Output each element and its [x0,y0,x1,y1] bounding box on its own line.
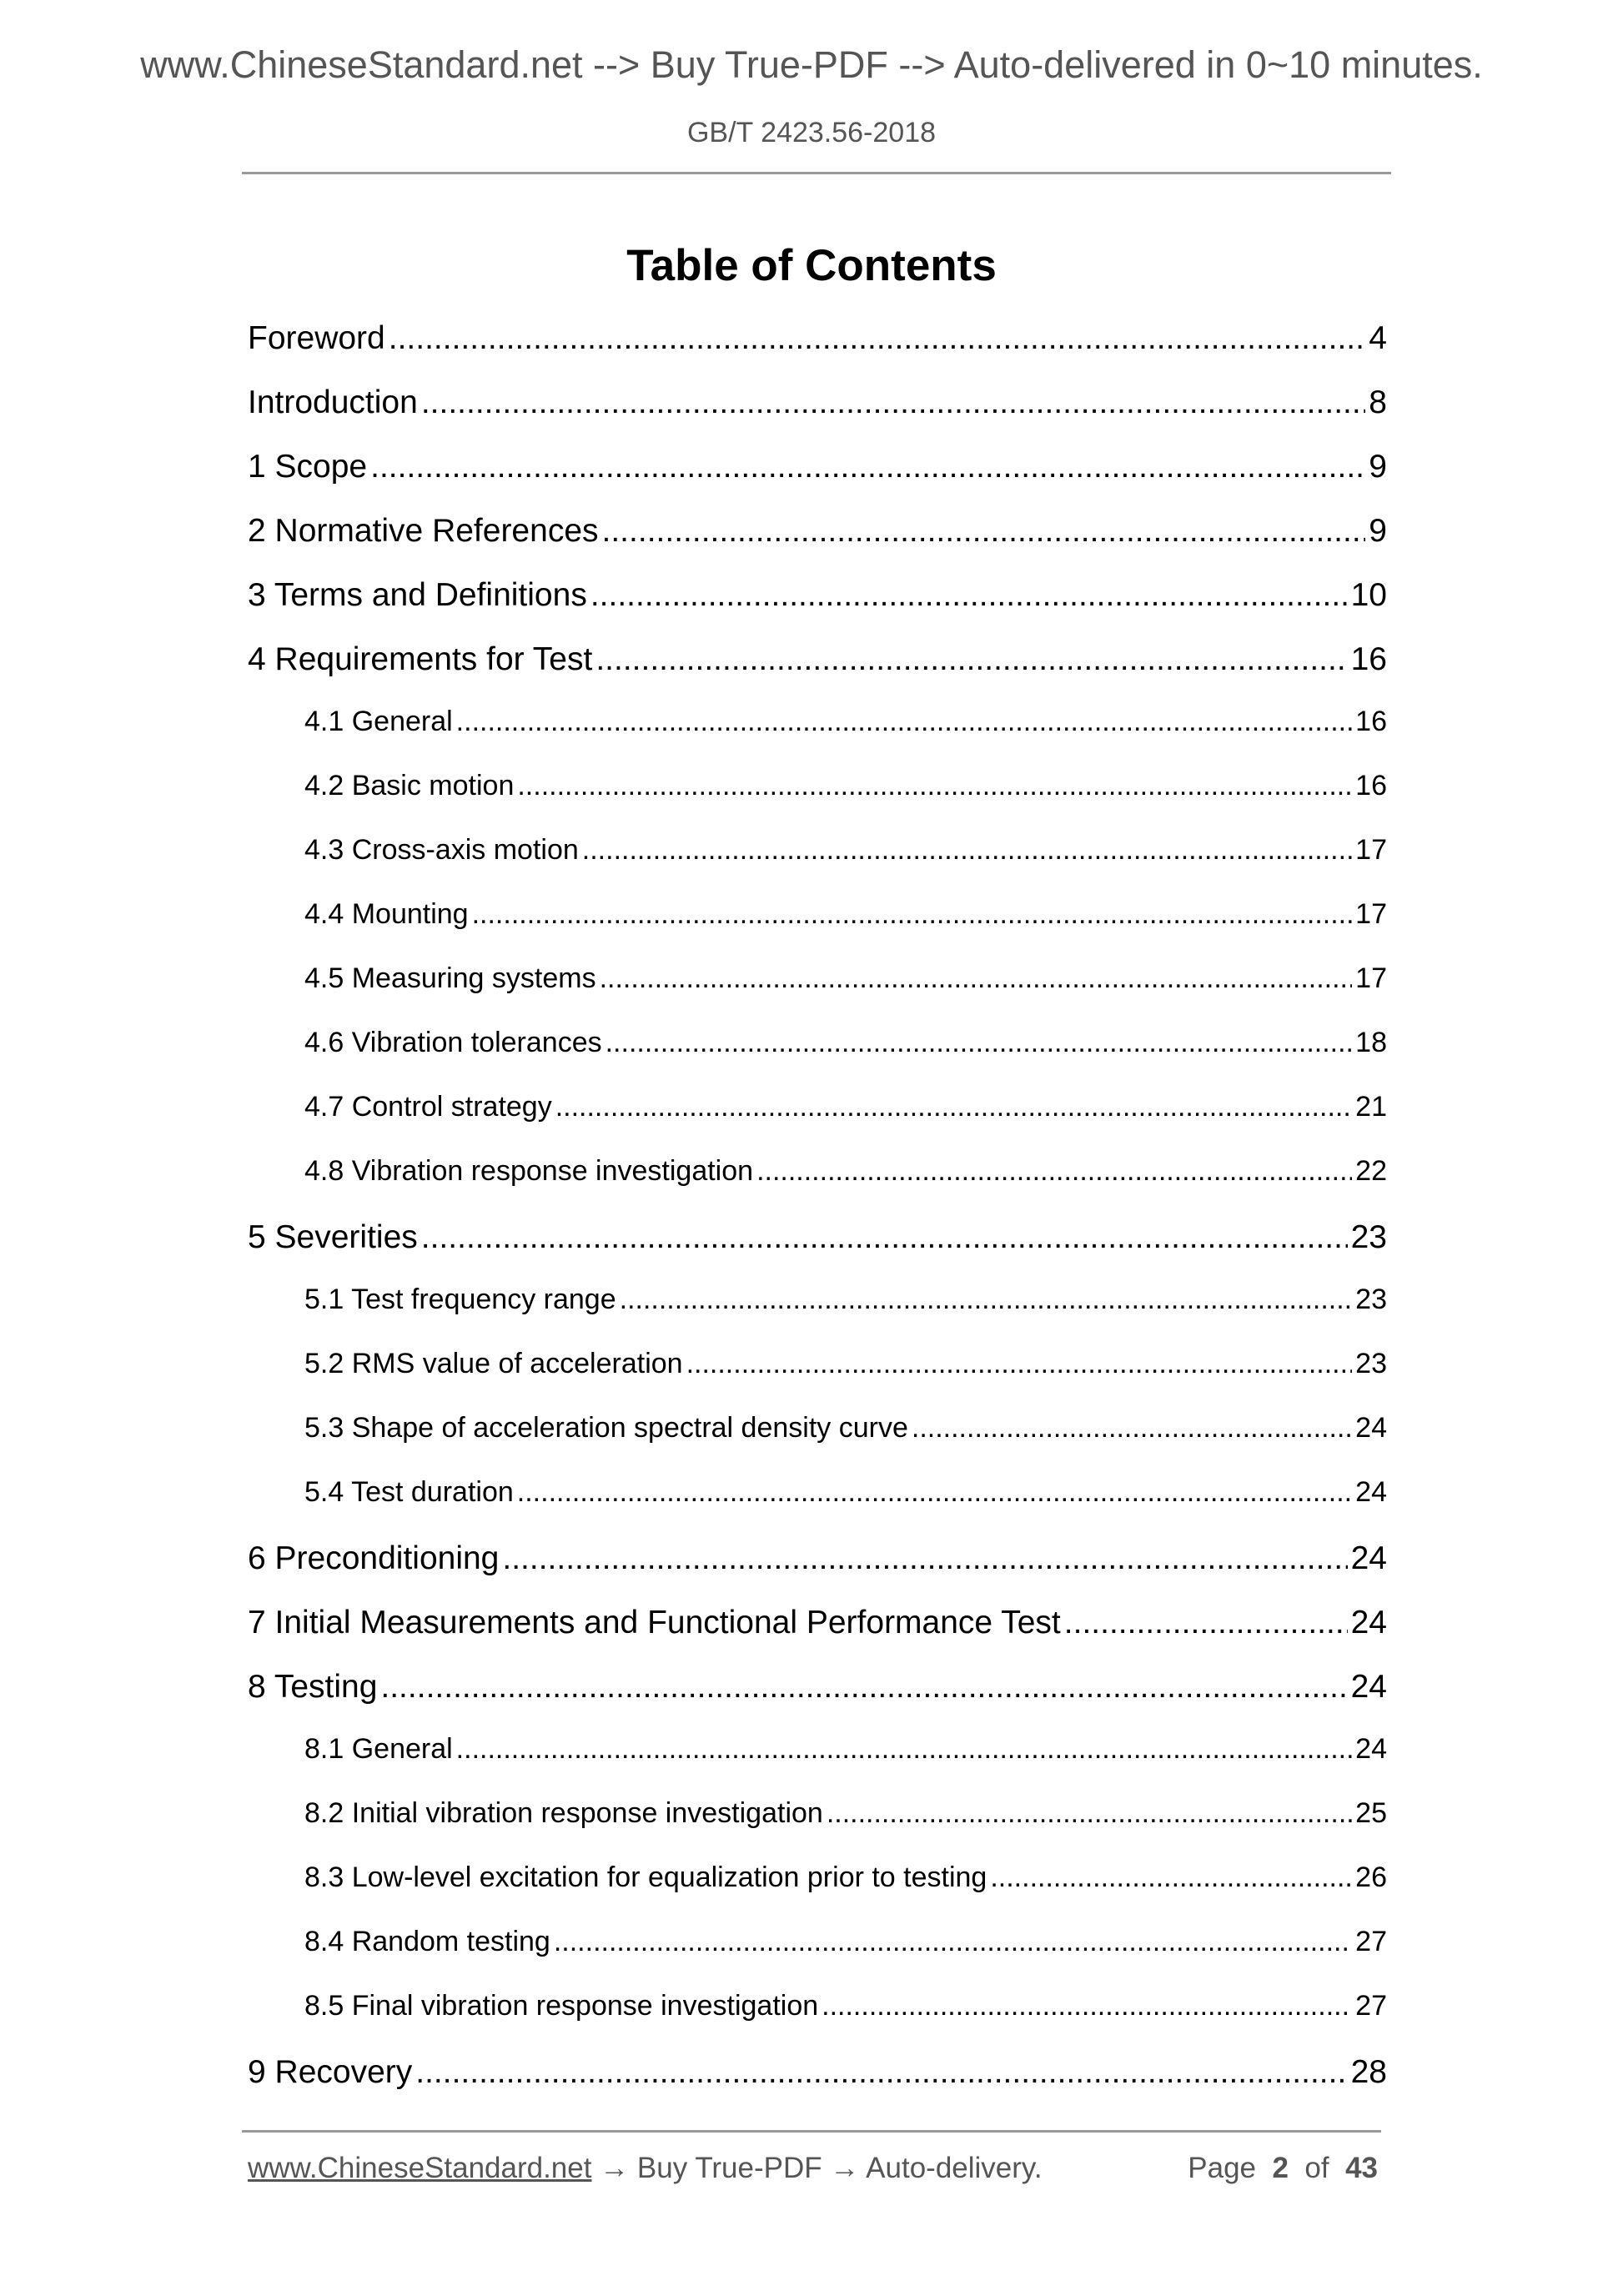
toc-entry[interactable] [248,384,1387,449]
toc-entry-label: 4.6 Vibration tolerances [304,1027,602,1058]
toc-entry[interactable] [248,1926,1387,1990]
toc-entry[interactable] [248,2054,1387,2118]
toc-entry-label: 6 Preconditioning [248,1540,500,1576]
page-word: Page [1188,2152,1257,2184]
dot-leader [555,1091,1352,1123]
toc-entry-page: 24 [1355,1733,1387,1765]
toc-entry[interactable] [248,1733,1387,1797]
toc-entry-page: 23 [1355,1284,1387,1315]
toc-entry-label: Foreword [248,320,385,356]
toc-entry[interactable] [248,513,1387,577]
toc-entry-page: 4 [1369,320,1387,356]
toc-entry-label: 8.3 Low-level excitation for equalization prior to testing [304,1861,987,1893]
dot-leader [1064,1605,1348,1641]
dot-leader [472,898,1353,931]
toc-entry[interactable] [248,706,1387,770]
dot-leader [421,1219,1348,1256]
toc-entry[interactable] [248,1155,1387,1219]
toc-entry[interactable] [248,1990,1387,2054]
toc-entry-page: 24 [1350,1605,1387,1640]
toc-entry-page: 24 [1355,1476,1387,1508]
toc-entry-page: 9 [1369,449,1387,485]
header-divider [242,172,1391,174]
toc-entry-label: 4.1 General [304,706,453,737]
toc-entry-label: 8 Testing [248,1669,378,1705]
dot-leader [827,1797,1352,1830]
total-pages: 43 [1345,2152,1378,2184]
toc-entry-label: 4.4 Mounting [304,898,469,930]
toc-entry-page: 26 [1355,1861,1387,1893]
toc-entry-label: 8.1 General [304,1733,453,1765]
dot-leader [912,1412,1352,1444]
toc-entry-label: 4 Requirements for Test [248,641,593,677]
toc-entry-label: 9 Recovery [248,2054,413,2090]
toc-entry-label: 8.2 Initial vibration response investigation [304,1797,823,1829]
toc-entry-page: 16 [1355,770,1387,801]
dot-leader [456,706,1353,738]
toc-entry[interactable] [248,1797,1387,1861]
toc-entry-page: 24 [1350,1540,1387,1576]
footer-text: → Buy True-PDF → Auto-delivery. [591,2152,1043,2184]
toc-entry-page: 22 [1355,1155,1387,1187]
toc-entry-page: 17 [1355,898,1387,930]
dot-leader [822,1990,1352,2022]
toc-entry[interactable] [248,1284,1387,1348]
toc-entry-page: 28 [1350,2054,1387,2090]
toc-entry-page: 24 [1355,1412,1387,1444]
toc-entry-page: 27 [1355,1990,1387,2022]
dot-leader [517,1476,1352,1509]
dot-leader [600,962,1353,995]
dot-leader [595,641,1347,678]
toc-entry[interactable] [248,1669,1387,1733]
toc-entry-label: 4.2 Basic motion [304,770,515,801]
toc-entry-label: 5.4 Test duration [304,1476,514,1508]
toc-entry[interactable] [248,577,1387,641]
toc-entry[interactable] [248,1091,1387,1155]
dot-leader [582,834,1352,867]
footer-divider [242,2130,1381,2133]
toc-entry[interactable] [248,1861,1387,1926]
footer [248,2152,1378,2185]
toc-entry[interactable] [248,1219,1387,1284]
toc-entry-label: 5 Severities [248,1219,418,1255]
dot-leader [370,449,1365,485]
toc-entry-label: 5.1 Test frequency range [304,1284,616,1315]
toc-entry-label: 3 Terms and Definitions [248,577,587,613]
toc-entry-label: 4.5 Measuring systems [304,962,596,994]
toc-entry-label: 8.4 Random testing [304,1926,550,1957]
toc-entry-label: Introduction [248,384,418,420]
toc-entry[interactable] [248,770,1387,834]
dot-leader [421,384,1365,421]
dot-leader [517,770,1352,802]
dot-leader [415,2054,1347,2091]
toc-entry-page: 21 [1355,1091,1387,1123]
toc-entry-page: 8 [1369,384,1387,420]
toc-entry[interactable] [248,1540,1387,1605]
toc-entry[interactable] [248,449,1387,513]
toc-entry[interactable] [248,962,1387,1027]
dot-leader [456,1733,1353,1766]
toc-entry-page: 17 [1355,962,1387,994]
toc-entry-label: 7 Initial Measurements and Functional Performance Test [248,1605,1061,1640]
dot-leader [380,1669,1347,1706]
toc-entry-page: 18 [1355,1027,1387,1058]
dot-leader [686,1348,1353,1380]
table-of-contents [248,320,1387,2118]
toc-entry-page: 25 [1355,1797,1387,1829]
toc-entry[interactable] [248,320,1387,384]
toc-entry-page: 16 [1350,641,1387,677]
footer-left [248,2152,1043,2185]
dot-leader [389,320,1366,357]
toc-entry-page: 23 [1350,1219,1387,1255]
toc-entry[interactable] [248,641,1387,706]
dot-leader [502,1540,1347,1577]
toc-entry-page: 9 [1369,513,1387,549]
toc-entry-label: 1 Scope [248,449,368,485]
toc-entry[interactable] [248,1605,1387,1669]
toc-entry[interactable] [248,1412,1387,1476]
toc-entry-label: 2 Normative References [248,513,599,549]
toc-entry-label: 4.8 Vibration response investigation [304,1155,754,1187]
toc-entry-label: 4.7 Control strategy [304,1091,552,1123]
toc-entry[interactable] [248,1348,1387,1412]
toc-entry-label: 4.3 Cross-axis motion [304,834,579,866]
dot-leader [554,1926,1352,1958]
toc-entry-label: 5.3 Shape of acceleration spectral density curve [304,1412,908,1444]
toc-entry[interactable] [248,1027,1387,1091]
dot-leader [620,1284,1353,1316]
dot-leader [756,1155,1352,1188]
toc-entry[interactable] [248,898,1387,962]
dot-leader [590,577,1348,614]
toc-entry-page: 17 [1355,834,1387,866]
header-banner: www.ChineseStandard.net --> Buy True-PDF --> Auto-delivered in 0~10 minutes. [140,43,1483,86]
toc-entry-page: 16 [1355,706,1387,737]
toc-entry[interactable] [248,1476,1387,1540]
page-indicator [1188,2152,1378,2185]
current-page: 2 [1272,2152,1289,2184]
toc-entry[interactable] [248,834,1387,898]
dot-leader [990,1861,1352,1894]
toc-entry-page: 23 [1355,1348,1387,1379]
toc-entry-page: 24 [1350,1669,1387,1705]
page-title: Table of Contents [626,241,997,290]
toc-entry-page: 10 [1350,577,1387,613]
of-word: of [1304,2152,1329,2184]
dot-leader [605,1027,1353,1059]
dot-leader [602,513,1366,550]
toc-entry-page: 27 [1355,1926,1387,1957]
website-link[interactable]: www.ChineseStandard.net [248,2152,592,2184]
standard-number: GB/T 2423.56-2018 [686,117,937,148]
toc-entry-label: 8.5 Final vibration response investigation [304,1990,819,2022]
toc-entry-label: 5.2 RMS value of acceleration [304,1348,683,1379]
